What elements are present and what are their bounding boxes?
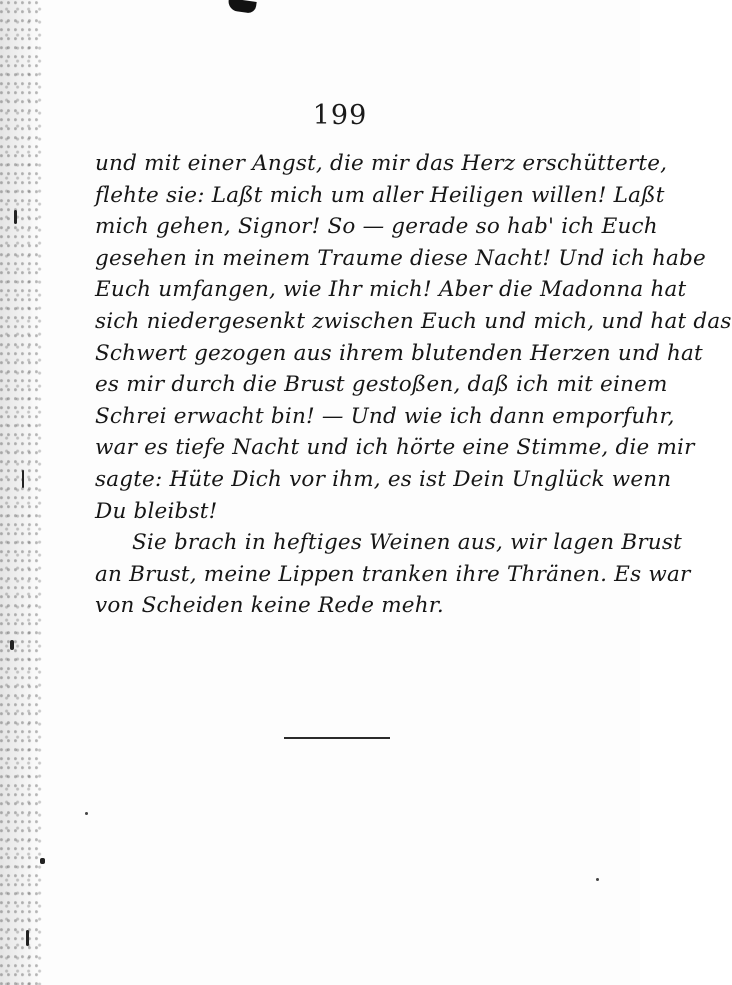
text-line: Sie brach in heftiges Weinen aus, wir lagen Brust xyxy=(132,530,682,556)
text-line: es mir durch die Brust gestoßen, daß ich mit einem xyxy=(95,372,668,398)
text-line: Schrei erwacht bin! — Und wie ich dann emporfuhr, xyxy=(95,403,675,429)
text-line: war es tiefe Nacht und ich hörte eine Stimme, die mir xyxy=(95,435,695,461)
text-line: Du bleibst! xyxy=(95,498,218,524)
edge-speck xyxy=(10,640,14,650)
text-line: an Brust, meine Lippen tranken ihre Thränen. Es war xyxy=(95,561,691,587)
text-line: gesehen in meinem Traume diese Nacht! Und ich habe xyxy=(95,245,706,271)
text-line: und mit einer Angst, die mir das Herz erschütterte, xyxy=(95,151,668,176)
text-line: Schwert gezogen aus ihrem blutenden Herzen und hat xyxy=(95,340,703,366)
text-line: von Scheiden keine Rede mehr. xyxy=(95,593,444,619)
text-line: flehte sie: Laßt mich um aller Heiligen willen! Laßt xyxy=(95,182,665,208)
ink-blot xyxy=(227,0,256,14)
print-speck xyxy=(85,812,88,815)
page-number: 199 xyxy=(312,100,368,131)
edge-speck xyxy=(40,858,45,864)
section-divider xyxy=(284,737,390,739)
text-line: sagte: Hüte Dich vor ihm, es ist Dein Unglück wenn xyxy=(95,466,672,492)
print-speck xyxy=(596,878,599,881)
edge-speck xyxy=(22,470,24,488)
page-edge-shadow xyxy=(0,0,42,985)
text-line: sich niedergesenkt zwischen Euch und mich, und hat das xyxy=(95,308,732,334)
edge-speck xyxy=(14,210,17,224)
edge-speck xyxy=(26,930,29,946)
text-line: Euch umfangen, wie Ihr mich! Aber die Madonna hat xyxy=(95,277,687,303)
text-line: mich gehen, Signor! So — gerade so hab' ich Euch xyxy=(95,214,658,240)
body-text xyxy=(95,148,732,622)
